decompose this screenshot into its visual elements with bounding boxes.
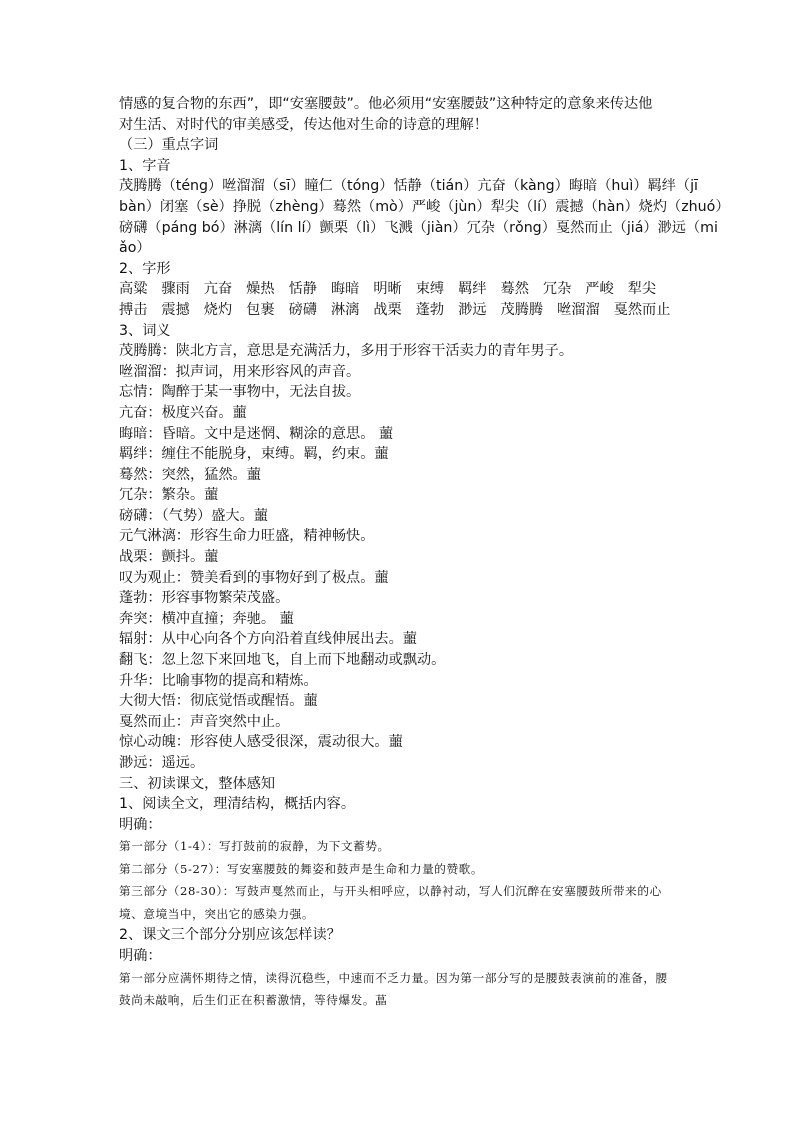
word-item: 明晰 — [373, 281, 402, 298]
word-item: 淋漓 — [330, 301, 360, 318]
definition-line: 蓬勃：形容事物繁荣茂盛。 — [119, 590, 290, 607]
structure-part: 第一部分（1-4）：写打鼓前的寂静，为下文蓄势。 — [119, 839, 390, 854]
pronunciation-line: 磅礴（páng bó）淋漓（lín lí）颤栗（lì）飞溅（jiàn）冗杂（rǒng）戛然而止（jiá）渺远（mi — [119, 219, 718, 236]
definition-line: 咝溜溜：拟声词，用来形容风的声音。 — [119, 363, 361, 380]
question: 1、阅读全文，理清结构，概括内容。 — [119, 796, 356, 813]
word-item: 亢奋 — [203, 281, 233, 298]
word-item: 戛然而止 — [613, 301, 671, 318]
part-heading: 三、初读课文，整体感知 — [119, 775, 276, 792]
word-item: 严峻 — [585, 281, 614, 298]
word-item: 束缚 — [415, 281, 445, 298]
word-item: 蓦然 — [500, 281, 529, 298]
definition-line: 戛然而止：声音突然中止。 — [119, 713, 290, 730]
definition-line: 晦暗：昏暗。文中是迷惘、糊涂的意思。 蘁 — [119, 425, 394, 442]
word-item: 震撼 — [161, 301, 190, 318]
pronunciation-line: ǎo） — [119, 240, 151, 257]
definition-line: 茂腾腾：陕北方言，意思是充满活力，多用于形容干活卖力的青年男子。 — [119, 343, 574, 360]
definition-line: 磅礴：（气势）盛大。蘁 — [119, 507, 268, 524]
word-item: 包裹 — [246, 301, 275, 318]
definition-line: 翻飞：忽上忽下来回地飞，自上而下地翻动或飘动。 — [119, 652, 446, 669]
definition-line: 奔突：横冲直撞；奔驰。 蘁 — [119, 610, 294, 627]
word-item: 蓬勃 — [415, 301, 445, 318]
pronunciation-line: bàn）闭塞（sè）挣脱（zhèng）蓦然（mò）严峻（jùn）犁尖（lí）震撼（hàn）烧灼（zhuó） — [119, 198, 730, 215]
section-title: （三）重点字词 — [119, 137, 219, 154]
document-page — [119, 94, 730, 1012]
word-item: 渺远 — [458, 301, 487, 318]
word-item: 骤雨 — [161, 281, 190, 298]
structure-part: 第二部分（5-27）：写安塞腰鼓的舞姿和鼓声是生命和力量的赞歌。 — [119, 861, 484, 876]
word-item: 晦暗 — [330, 281, 360, 298]
intro-line-2: 对生活、对时代的审美感受，传达他对生命的诗意的理解！ — [119, 116, 488, 133]
word-item: 高粱 — [119, 281, 148, 298]
answer-label: 明确： — [119, 816, 162, 833]
word-item: 茂腾腾 — [500, 301, 544, 318]
subsection-title-glyphs: 2、字形 — [119, 260, 171, 277]
definition-line: 惊心动魄：形容使人感受很深，震动很大。蘁 — [119, 734, 403, 751]
subsection-title-pronunciation: 1、字音 — [119, 157, 171, 174]
question: 2、课文三个部分分别应该怎样读？ — [119, 927, 341, 944]
word-item: 搏击 — [119, 301, 148, 318]
definition-line: 大彻大悟：彻底觉悟或醒悟。蘁 — [119, 693, 318, 710]
word-item: 咝溜溜 — [557, 301, 600, 318]
definition-line: 辐射：从中心向各个方向沿着直线伸展出去。蘁 — [119, 631, 417, 648]
definition-line: 蓦然：突然，猛然。蘁 — [119, 466, 261, 483]
word-item: 烧灼 — [203, 301, 233, 318]
word-item: 战栗 — [373, 301, 402, 318]
definition-line: 叹为观止：赞美看到的事物好到了极点。蘁 — [119, 569, 389, 586]
answer-label: 明确： — [119, 947, 162, 964]
definition-line: 元气淋漓：形容生命力旺盛，精神畅快。 — [119, 528, 375, 545]
reading-guidance: 第一部分应满怀期待之情，读得沉稳些，中速而不乏力量。因为第一部分写的是腰鼓表演前的准备，腰鼓尚未敲响，后生们正在积蓄激情，等待爆发。蕌 — [119, 970, 668, 1008]
word-item: 犁尖 — [627, 281, 657, 298]
definition-line: 升华：比喻事物的提高和精炼。 — [119, 672, 318, 689]
definition-line: 亢奋：极度兴奋。蘁 — [119, 404, 247, 421]
word-item: 恬静 — [288, 281, 317, 298]
definition-line: 战栗：颤抖。蘁 — [119, 549, 219, 566]
word-item: 羁绊 — [458, 281, 487, 298]
pronunciation-line: 茂腾腾（téng）咝溜溜（sī）瞳仁（tóng）恬静（tián）亢奋（kàng）晦暗（huì）羁绊（jī — [119, 178, 698, 195]
definition-line: 渺远：遥远。 — [119, 755, 205, 771]
word-row — [119, 300, 719, 321]
subsection-title-meaning: 3、词义 — [119, 322, 171, 339]
definition-line: 忘情：陶醉于某一事物中，无法自拔。 — [119, 384, 361, 401]
word-item: 燥热 — [246, 281, 275, 298]
word-item: 冗杂 — [542, 281, 572, 298]
word-row — [119, 279, 719, 300]
definition-line: 羁绊：缠住不能脱身，束缚。羁，约束。蘁 — [119, 446, 389, 463]
definition-line: 冗杂：繁杂。蘁 — [119, 487, 219, 504]
word-item: 磅礴 — [288, 301, 317, 318]
intro-line-1: 情感的复合物的东西”，即“安塞腰鼓”。他必须用“安塞腰鼓”这种特定的意象来传达他 — [119, 96, 653, 112]
structure-part-long: 第三部分（28-30）：写鼓声戛然而止，与开头相呼应，以静衬动，写人们沉醉在安塞腰鼓所带来的心境、意境当中，突出它的感染力强。 — [119, 884, 662, 921]
